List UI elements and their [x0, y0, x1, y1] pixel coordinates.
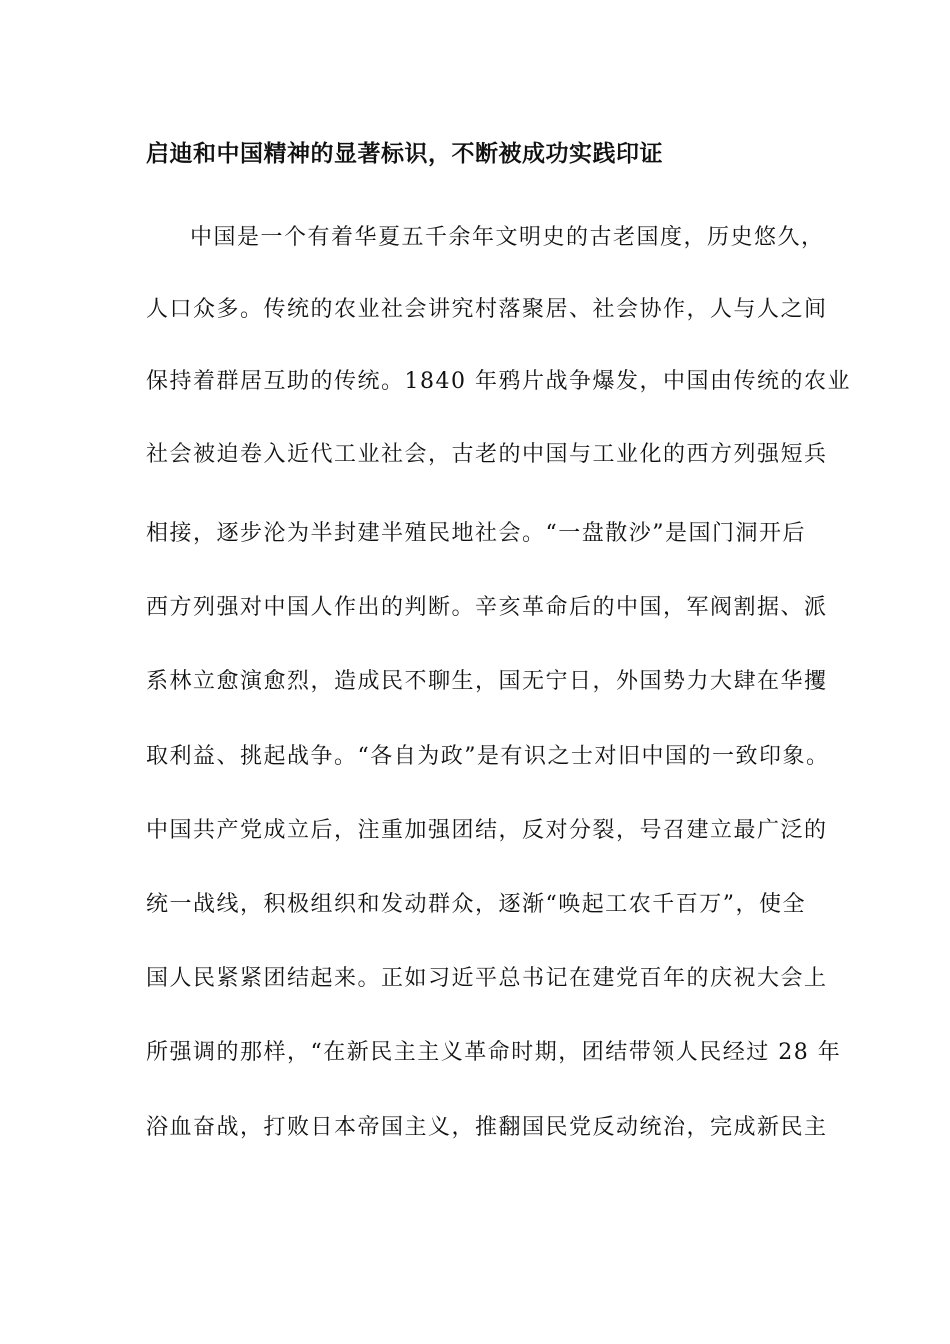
paragraph-line-10: 统一战线，积极组织和发动群众，逐渐“唤起工农千百万”，使全 — [146, 892, 806, 917]
paragraph-line-11: 国人民紧紧团结起来。正如习近平总书记在建党百年的庆祝大会上 — [146, 966, 828, 991]
section-heading: 启迪和中国精神的显著标识，不断被成功实践印证 — [146, 140, 663, 167]
paragraph-line-7: 系林立愈演愈烈，造成民不聊生，国无宁日，外国势力大肆在华攫 — [146, 669, 828, 694]
paragraph-line-9: 中国共产党成立后，注重加强团结，反对分裂，号召建立最广泛的 — [146, 818, 828, 843]
paragraph-line-4: 社会被迫卷入近代工业社会，古老的中国与工业化的西方列强短兵 — [146, 442, 828, 467]
paragraph-line-3: 保持着群居互助的传统。1840 年鸦片战争爆发，中国由传统的农业 — [146, 369, 851, 394]
paragraph-line-13: 浴血奋战，打败日本帝国主义，推翻国民党反动统治，完成新民主 — [146, 1115, 828, 1140]
paragraph-line-12: 所强调的那样，“在新民主主义革命时期，团结带领人民经过 28 年 — [146, 1040, 842, 1065]
paragraph-line-1: 中国是一个有着华夏五千余年文明史的古老国度，历史悠久， — [190, 225, 825, 250]
paragraph-line-6: 西方列强对中国人作出的判断。辛亥革命后的中国，军阀割据、派 — [146, 595, 828, 620]
paragraph-line-5: 相接，逐步沦为半封建半殖民地社会。“一盘散沙”是国门洞开后 — [146, 521, 806, 546]
paragraph-line-2: 人口众多。传统的农业社会讲究村落聚居、社会协作，人与人之间 — [146, 297, 828, 322]
paragraph-line-8: 取利益、挑起战争。“各自为政”是有识之士对旧中国的一致印象。 — [146, 744, 830, 769]
